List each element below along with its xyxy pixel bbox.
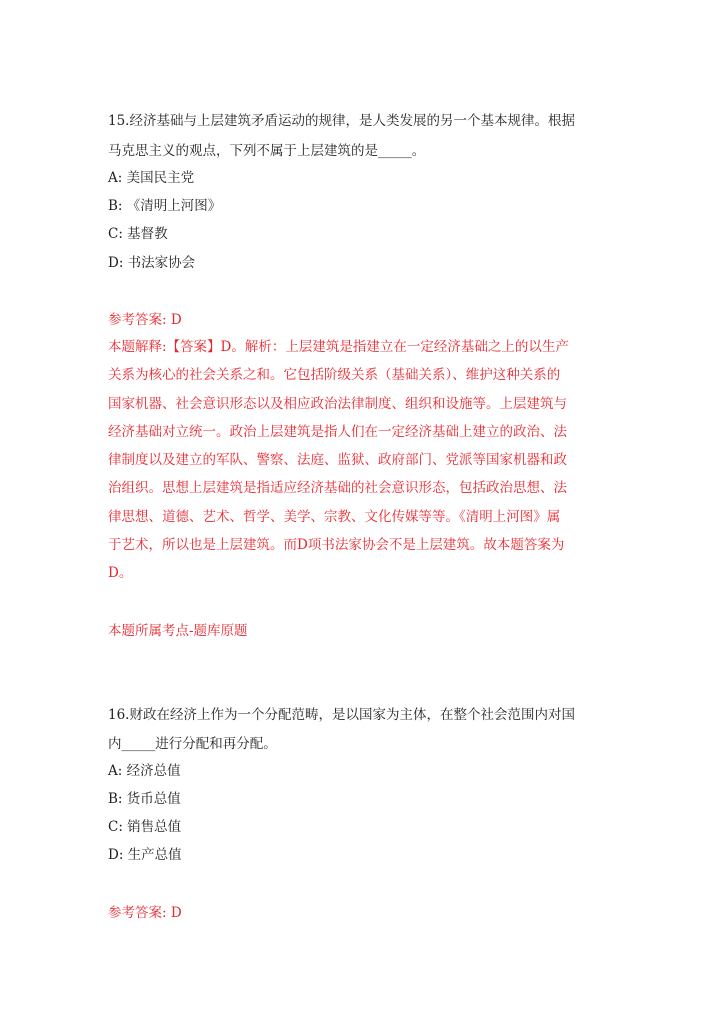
q16-stem-line1: 16.财政在经济上作为一个分配范畴，是以国家为主体，在整个社会范围内对国	[108, 707, 575, 723]
q16-option-d: D: 生产总值	[108, 847, 182, 863]
q15-option-b: B: 《清明上河图》	[108, 198, 222, 214]
q16-option-c: C: 销售总值	[108, 819, 182, 835]
q15-explanation-line: 经济基础对立统一。政治上层建筑是指人们在一定经济基础上建立的政治、法	[108, 423, 567, 440]
q15-option-a: A: 美国民主党	[108, 170, 195, 186]
q15-explanation-line: 本题解释:【答案】D。解析：上层建筑是指建立在一定经济基础之上的以生产	[108, 339, 569, 355]
q15-explanation-line: 律制度以及建立的军队、警察、法庭、监狱、政府部门、党派等国家机器和政	[108, 452, 567, 469]
q15-explanation-line: 于艺术，所以也是上层建筑。而D项书法家协会不是上层建筑。故本题答案为	[108, 537, 565, 554]
q15-explanation-line: 国家机器、社会意识形态以及相应政治法律制度、组织和设施等。上层建筑与	[108, 395, 567, 412]
q16-answer: 参考答案: D	[108, 905, 182, 921]
q16-option-b: B: 货币总值	[108, 791, 181, 807]
q15-stem-line1: 15.经济基础与上层建筑矛盾运动的规律，是人类发展的另一个基本规律。根据	[108, 113, 575, 129]
q15-option-d: D: 书法家协会	[108, 255, 196, 271]
q15-stem-line2: 马克思主义的观点，下列不属于上层建筑的是_____。	[108, 143, 426, 159]
q15-option-c: C: 基督教	[108, 226, 168, 242]
q15-source: 本题所属考点-题库原题	[108, 623, 248, 639]
q16-stem-line2: 内_____进行分配和再分配。	[108, 736, 277, 752]
q15-explanation-line: D。	[108, 565, 133, 582]
q15-explanation	[108, 333, 608, 588]
q15-explanation-line: 关系为核心的社会关系之和。它包括阶级关系（基础关系）、维护这种关系的	[108, 367, 561, 384]
q16-option-a: A: 经济总值	[108, 763, 181, 779]
q15-explanation-line: 治组织。思想上层建筑是指适应经济基础的社会意识形态，包括政治思想、法	[108, 480, 567, 497]
q15-explanation-line: 律思想、道德、艺术、哲学、美学、宗教、文化传媒等等。《清明上河图》属	[108, 508, 561, 525]
q15-answer: 参考答案: D	[108, 312, 182, 328]
